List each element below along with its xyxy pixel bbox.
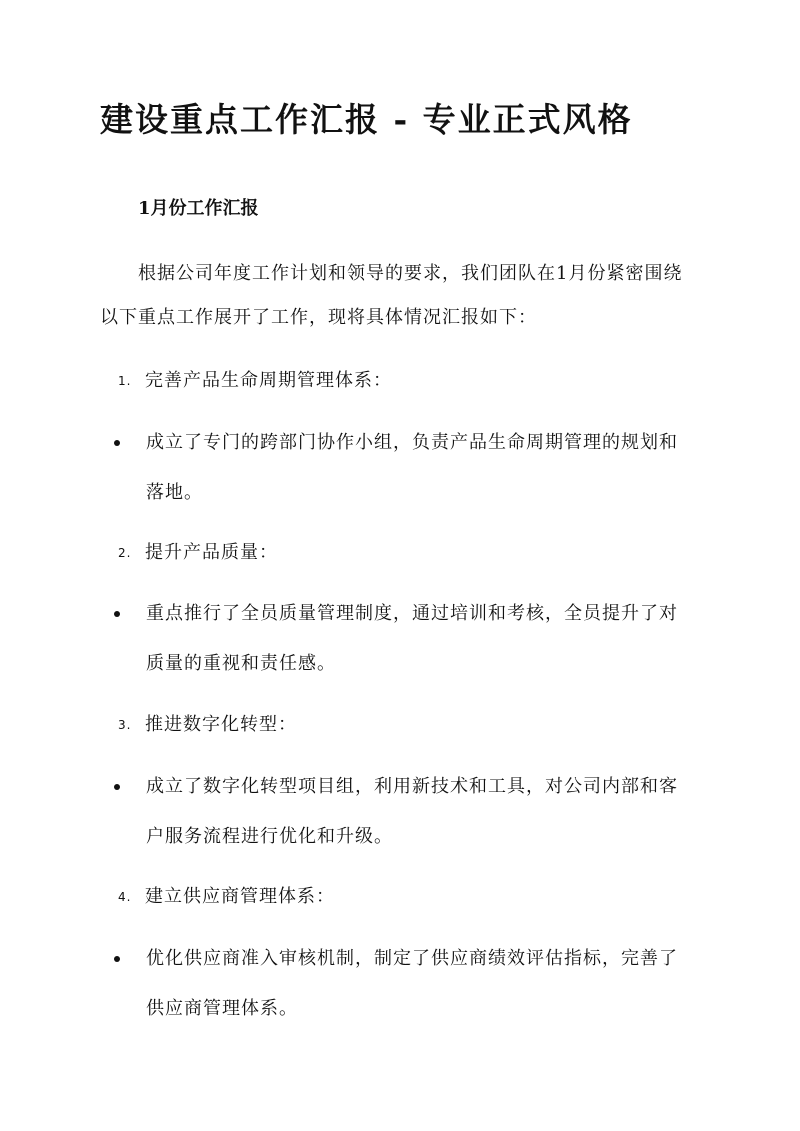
list-item-heading [118,365,392,397]
bullet-dot-icon [114,440,120,446]
list-item-title: 建立供应商管理体系： [145,886,335,907]
list-item-heading [118,881,335,913]
list-item-heading [118,537,278,569]
intro-paragraph: 根据公司年度工作计划和领导的要求，我们团队在1月份紧密围绕以下重点工作展开了工作，现将具体情况汇报如下： [100,263,683,328]
list-number: 1. [118,374,132,388]
bullet-text: 优化供应商准入审核机制，制定了供应商绩效评估指标，完善了供应商管理体系。 [146,948,678,1019]
bullet-item [114,934,694,1034]
list-number: 3. [118,718,132,732]
bullet-dot-icon [114,784,120,790]
list-item-title: 完善产品生命周期管理体系： [145,370,392,391]
bullet-item [114,418,694,518]
list-number: 4. [118,890,132,904]
bullet-text: 成立了专门的跨部门协作小组，负责产品生命周期管理的规划和落地。 [146,432,678,503]
document-title: 建设重点工作汇报 - 专业正式风格 [100,100,633,139]
list-number: 2. [118,546,132,560]
bullet-item [114,589,694,689]
section-heading: 1月份工作汇报 [138,198,259,219]
bullet-dot-icon [114,956,120,962]
bullet-item [114,762,694,862]
list-item-heading [118,709,297,741]
bullet-text: 重点推行了全员质量管理制度，通过培训和考核，全员提升了对质量的重视和责任感。 [146,603,678,674]
bullet-dot-icon [114,611,120,617]
bullet-text: 成立了数字化转型项目组，利用新技术和工具，对公司内部和客户服务流程进行优化和升级。 [146,776,678,847]
list-item-title: 提升产品质量： [145,542,278,563]
list-item-title: 推进数字化转型： [145,714,297,735]
